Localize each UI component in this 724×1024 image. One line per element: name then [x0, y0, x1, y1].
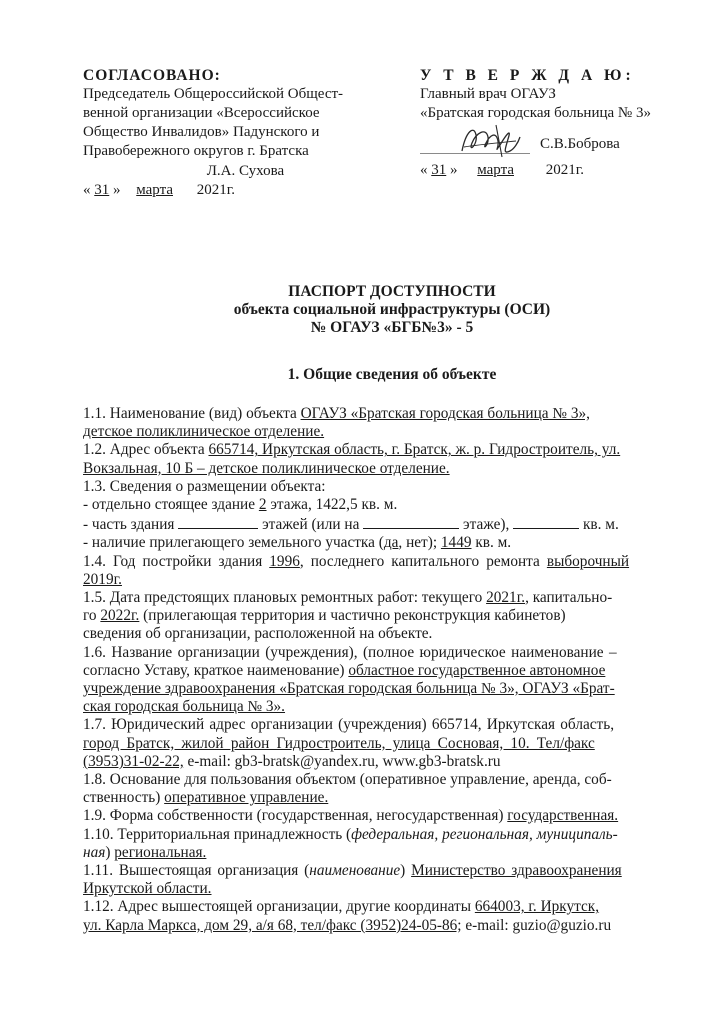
- item-1-3-b3: этажа, 1422,5 кв. м.: [266, 496, 398, 514]
- approved-date-day: 31: [431, 162, 447, 178]
- item-1-11-label: 1.11. Вышестоящая организация (: [83, 862, 310, 880]
- item-1-11-b: наименование: [309, 862, 401, 880]
- approved-date-mid: »: [446, 162, 462, 178]
- item-1-3-d1: - наличие прилегающего земельного участка (: [83, 534, 384, 552]
- document-title: [0, 283, 724, 337]
- item-1-6-b: согласно Уставу, краткое наименование): [83, 661, 349, 679]
- item-1-5-mid: , капитально-: [525, 589, 613, 607]
- item-1-10-label: 1.10. Территориальная принадлежность (: [83, 825, 352, 843]
- item-1-6-c: областное государственное автономное: [348, 661, 606, 679]
- item-1-10-cont: [83, 844, 693, 862]
- item-1-7-phone: (3953)31-02-22,: [83, 752, 184, 770]
- item-1-5-label: 1.5. Дата предстоящих плановых ремонтных работ: текущего: [83, 589, 487, 607]
- item-1-9-value: государственная.: [507, 807, 619, 825]
- item-1-3-d3: , нет);: [398, 534, 441, 552]
- agreed-line-1: Председатель Общероссийской Общест-: [83, 86, 344, 102]
- document-body: [83, 405, 693, 935]
- item-1-10-options: федеральная, региональная, муниципаль-: [351, 825, 618, 843]
- item-1-12-label: 1.12. Адрес вышестоящей организации, другие координаты: [83, 898, 475, 916]
- item-1-4-repair: выборочный: [546, 552, 630, 570]
- item-1-10: [83, 826, 693, 844]
- item-1-5-d: го: [83, 607, 101, 625]
- section-1-title: 1. Общие сведения об объекте: [287, 366, 497, 383]
- agreed-line-4: Правобережного округов г. Братска: [83, 143, 309, 159]
- agreed-block: [83, 66, 383, 200]
- item-1-3-d: [83, 534, 693, 552]
- approved-signature-row: [420, 123, 720, 161]
- approved-signer: С.В.Боброва: [540, 136, 620, 152]
- item-1-3-c2: этажей (или на: [258, 516, 364, 534]
- item-1-6-d-row: [83, 680, 693, 698]
- item-1-6-b: [83, 662, 693, 680]
- item-1-11-c: ): [400, 862, 412, 880]
- approved-block: [420, 66, 720, 180]
- item-1-9: [83, 807, 693, 825]
- item-1-9-label: 1.9. Форма собственности (государственная, негосударственная): [83, 807, 508, 825]
- item-1-12-city: 664003, г. Иркутск,: [474, 898, 600, 916]
- item-1-1-cont: [83, 423, 693, 441]
- item-1-12: [83, 898, 693, 916]
- item-1-5-current: 2021г.: [486, 589, 526, 607]
- item-1-12-email: e-mail: guzio@guzio.ru: [461, 916, 612, 934]
- item-1-8-b: ственность): [83, 789, 165, 807]
- agreed-date-open: «: [83, 182, 95, 198]
- blank-floor: [363, 514, 459, 529]
- approved-line-1: Главный врач ОГАУЗ: [420, 86, 556, 102]
- item-1-2-value: 665714, Иркутская область, г. Братск, ж. р. Гидростроитель, ул.: [208, 441, 621, 459]
- item-1-2-value-cont: Вокзальная, 10 Б – детское поликлиническое отделение.: [83, 459, 450, 477]
- item-1-11-cont: [83, 880, 693, 898]
- approved-date-year: 2021г.: [542, 162, 584, 178]
- item-1-7-b: [83, 735, 693, 753]
- item-1-7-address: город Братск, жилой район Гидростроитель, улица Сосновая, 10. Тел/факс: [83, 734, 595, 752]
- agreed-line-2: венной организации «Всероссийское: [83, 105, 320, 121]
- item-1-7-c: [83, 753, 693, 771]
- title-line-3: № ОГАУЗ «БГБ№3» - 5: [310, 319, 474, 336]
- item-1-4: [83, 553, 693, 571]
- agreed-line-3: Общество Инвалидов» Падунского и: [83, 124, 320, 140]
- agreed-date: [83, 181, 383, 200]
- agreed-date-year: 2021г.: [193, 182, 235, 198]
- item-1-8-b: [83, 789, 693, 807]
- title-line-2: объекта социальной инфраструктуры (ОСИ): [233, 301, 551, 318]
- agreed-signer-row: [83, 161, 383, 181]
- item-1-1-value-cont: детское поликлиническое отделение.: [83, 423, 325, 441]
- agreed-date-month: марта: [136, 182, 173, 198]
- item-1-1-value: ОГАУЗ «Братская городская больница № 3»,: [300, 405, 590, 422]
- item-1-2: [83, 441, 693, 459]
- item-1-8: 1.8. Основание для пользования объектом (оперативное управление, аренда, соб-: [83, 771, 612, 789]
- item-1-11-value-cont: Иркутской области.: [83, 880, 212, 898]
- approved-heading: У Т В Е Р Ж Д А Ю:: [420, 67, 635, 84]
- item-1-10-c: ная: [83, 843, 106, 861]
- blank-floors: [178, 514, 258, 529]
- item-1-4-repair-year: 2019г.: [83, 570, 122, 588]
- item-1-2-label: 1.2. Адрес объекта: [83, 441, 209, 459]
- agreed-date-day: 31: [94, 182, 110, 198]
- item-1-1-label: 1.1. Наименование (вид) объекта: [83, 405, 301, 422]
- item-1-6-e: ская городская больница № 3».: [83, 698, 286, 716]
- item-1-5-f: (прилегающая территория и частично реконструкция кабинетов): [139, 607, 566, 625]
- item-1-5-cont: [83, 607, 693, 625]
- blank-area: [513, 514, 579, 529]
- item-1-3-c: [83, 514, 693, 534]
- item-1-6: 1.6. Название организации (учреждения), (полное юридическое наименование –: [83, 643, 617, 661]
- item-1-8-basis: оперативное управление.: [164, 789, 329, 807]
- item-1-2-cont: [83, 460, 693, 478]
- item-1-1: [83, 405, 693, 423]
- item-1-12-address: ул. Карла Маркса, дом 29, а/я 68, тел/факс (3952)24-05-86;: [83, 916, 462, 934]
- item-1-7: 1.7. Юридический адрес организации (учреждения) 665714, Иркутская область,: [83, 716, 615, 734]
- item-1-4-year: 1996: [269, 552, 300, 570]
- item-1-10-d: ): [105, 843, 115, 861]
- item-1-3-b1: - отдельно стоящее здание: [83, 496, 259, 514]
- item-1-11: [83, 862, 693, 880]
- item-1-5-capital: 2022г.: [100, 607, 140, 625]
- item-1-4-cont: [83, 571, 693, 589]
- approved-date-open: «: [420, 162, 432, 178]
- agreed-signer: Л.А. Сухова: [206, 163, 285, 179]
- item-1-3-floors: 2: [258, 496, 267, 514]
- item-1-3-land-area: 1449: [440, 534, 472, 552]
- item-1-4-label: 1.4. Год постройки здания: [83, 552, 270, 570]
- item-1-6-d: учреждение здравоохранения «Братская городская больница № 3», ОГАУЗ «Брат-: [83, 680, 615, 698]
- approved-date: [420, 161, 720, 180]
- item-1-4-mid: , последнего капитального ремонта: [299, 552, 547, 570]
- approved-date-month: марта: [477, 162, 514, 178]
- item-1-3-c3: этаже),: [459, 516, 514, 534]
- approved-line-2: «Братская городская больница № 3»: [420, 105, 651, 121]
- item-1-3-c4: кв. м.: [579, 516, 619, 534]
- agreed-heading: СОГЛАСОВАНО:: [83, 67, 221, 84]
- signature-image: [456, 121, 526, 161]
- item-1-6-e-row: [83, 698, 693, 716]
- item-1-10-value: региональная.: [114, 843, 207, 861]
- title-line-1: ПАСПОРТ ДОСТУПНОСТИ: [288, 283, 496, 300]
- item-1-5-info: сведения об организации, расположенной на объекте.: [83, 625, 433, 643]
- item-1-3-yes: да: [383, 534, 399, 552]
- item-1-12-cont: [83, 917, 693, 935]
- item-1-11-value: Министерство здравоохранения: [411, 862, 622, 880]
- item-1-7-email: e-mail: gb3-bratsk@yandex.ru, www.gb3-bratsk.ru: [183, 752, 501, 770]
- item-1-3: 1.3. Сведения о размещении объекта:: [83, 477, 326, 495]
- item-1-5: [83, 589, 693, 607]
- item-1-3-d5: кв. м.: [471, 534, 512, 552]
- item-1-3-c1: - часть здания: [83, 516, 179, 534]
- item-1-3-b: [83, 496, 693, 514]
- agreed-date-mid: »: [109, 182, 125, 198]
